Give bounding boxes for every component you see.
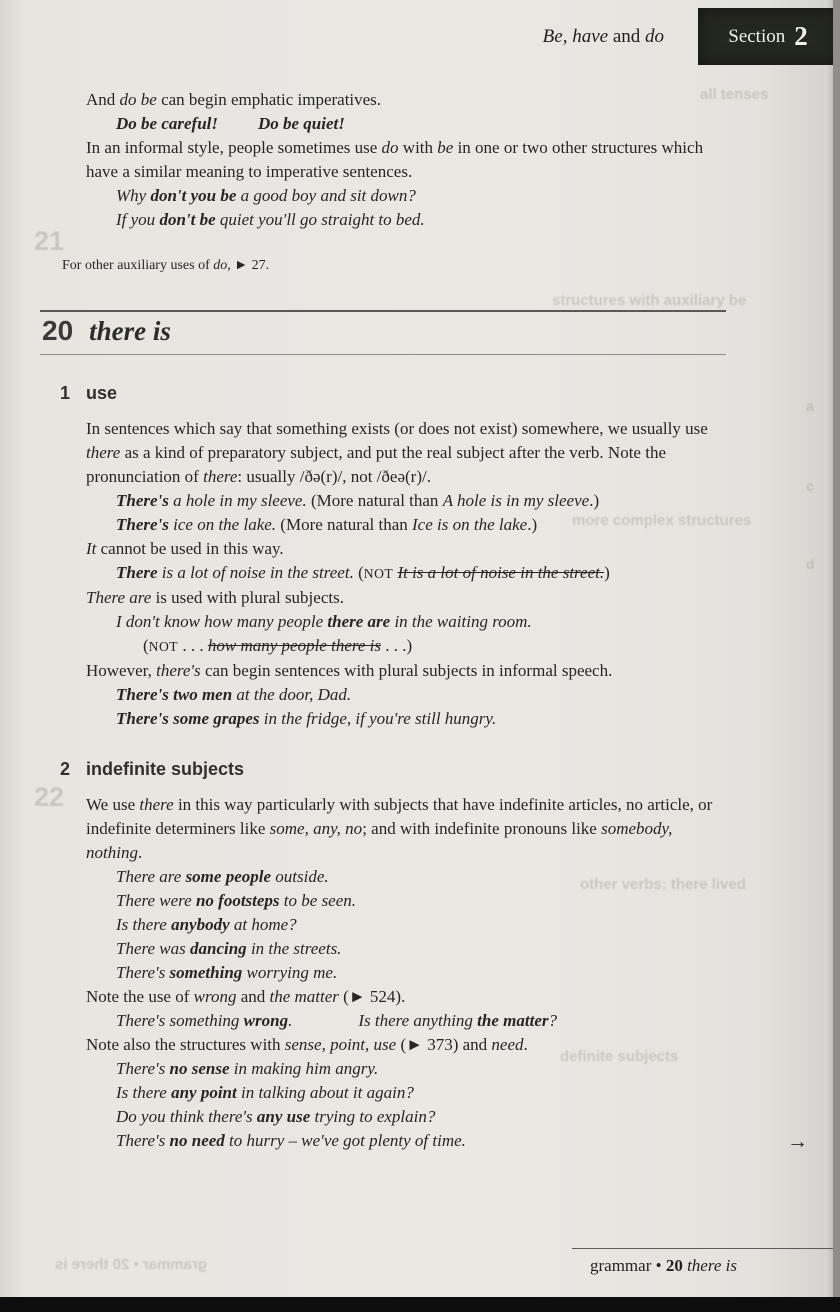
- unit-title-row: [40, 317, 726, 350]
- text-segment: there: [139, 795, 174, 814]
- running-header-italic-2: do: [645, 26, 664, 47]
- text-segment: no need: [169, 1131, 225, 1150]
- text-segment: at home?: [229, 915, 297, 934]
- footer-unit-number: 20: [665, 1256, 683, 1275]
- text-segment: outside.: [271, 867, 329, 886]
- example-line: [86, 1105, 726, 1129]
- text-segment: can begin emphatic imperatives.: [156, 90, 382, 109]
- text-segment: the matter: [269, 987, 339, 1006]
- text-segment: There's some grapes: [116, 709, 260, 728]
- example-line: [86, 489, 726, 513]
- text-segment: There's: [116, 1131, 170, 1150]
- text-segment: and: [236, 987, 270, 1006]
- text-segment: anybody: [171, 915, 230, 934]
- text-segment: There's something: [116, 1011, 244, 1030]
- subheading-label: indefinite subjects: [86, 759, 245, 779]
- text-segment: some people: [185, 867, 272, 886]
- example-pair-line: [86, 1009, 726, 1033]
- text-segment: is used with plural subjects.: [151, 588, 344, 607]
- text-segment: .: [523, 1035, 528, 1054]
- text-segment: a good boy and sit down?: [236, 186, 416, 205]
- text-segment: there are: [327, 612, 391, 631]
- text-segment: .: [137, 843, 143, 862]
- section-badge-number: 2: [794, 21, 808, 51]
- bleedthrough-text: grammar • 20 there is: [55, 1256, 207, 1273]
- text-segment: do be: [119, 90, 157, 109]
- example-line: [86, 937, 726, 961]
- example-line: [86, 865, 726, 889]
- text-segment: In sentences which say that something exists (or does not exist) somewhere, we usually use: [86, 419, 708, 438]
- paragraph: [86, 659, 726, 683]
- text-segment: in this way particularly with subjects that have indefinite articles, no article, or indefinite determiners like: [86, 795, 713, 838]
- text-segment: dancing: [190, 939, 247, 958]
- unit-title: there is: [89, 316, 171, 346]
- running-header-roman: and: [612, 26, 645, 47]
- text-segment: ?: [548, 1011, 557, 1030]
- text-segment: ): [604, 563, 610, 582]
- text-segment: There were: [116, 891, 196, 910]
- bleedthrough-text: 21: [34, 226, 65, 256]
- example-line: [86, 1057, 726, 1081]
- text-segment: something: [169, 963, 243, 982]
- example-line: [86, 707, 726, 731]
- text-segment: do: [213, 258, 228, 273]
- text-segment: worrying me.: [242, 963, 338, 982]
- text-segment: NOT: [148, 639, 179, 654]
- text-segment: Do be quiet!: [257, 114, 345, 133]
- text-segment: in one or two other structures which have a similar meaning to imperative sentences.: [86, 138, 704, 181]
- text-segment: can begin sentences with plural subjects in informal speech.: [200, 661, 613, 680]
- example-line: [86, 889, 726, 913]
- text-segment: any use: [256, 1107, 311, 1126]
- example-line: [86, 634, 726, 659]
- text-segment: cannot be used in this way.: [96, 539, 284, 558]
- text-segment: no sense: [169, 1059, 230, 1078]
- text-segment: (► 373) and: [396, 1035, 492, 1054]
- text-segment: Do you think there's: [116, 1107, 257, 1126]
- text-segment: It: [86, 539, 97, 558]
- text-segment: there: [86, 443, 121, 462]
- text-segment: trying to explain?: [310, 1107, 436, 1126]
- example-pair-line: [86, 112, 726, 136]
- text-segment: , ► 27.: [227, 258, 270, 273]
- text-segment: no footsteps: [195, 891, 280, 910]
- text-segment: Ice is on the lake: [412, 515, 528, 534]
- text-segment: a hole in my sleeve.: [168, 491, 307, 510]
- text-segment: .): [527, 515, 538, 534]
- text-segment: (: [143, 636, 149, 655]
- text-segment: . . .: [178, 636, 208, 655]
- text-segment: be: [437, 138, 454, 157]
- text-segment: There's: [116, 963, 170, 982]
- text-segment: Is there anything: [358, 1011, 478, 1030]
- text-segment: There's two men: [116, 685, 233, 704]
- text-segment: I don't know how many people: [116, 612, 328, 631]
- scan-edge-right: [833, 0, 840, 1312]
- text-segment: There was: [116, 939, 190, 958]
- text-segment: We use: [86, 795, 140, 814]
- running-header-italic: Be, have: [542, 26, 613, 47]
- example-line: [86, 184, 726, 208]
- page-footer: [572, 1248, 840, 1276]
- text-segment: do: [381, 138, 399, 157]
- bleedthrough-text: structures with auxiliary be: [552, 292, 747, 309]
- text-segment: quiet you'll go straight to bed.: [215, 210, 425, 229]
- text-segment: There are: [86, 588, 152, 607]
- text-segment: (More natural than: [306, 491, 443, 510]
- bleedthrough-text: other verbs: there lived: [580, 876, 746, 893]
- example-phrase: [358, 1009, 557, 1033]
- paragraph: [86, 586, 726, 610]
- text-segment: wrong: [243, 1011, 289, 1030]
- subheading-label: use: [86, 383, 118, 403]
- text-segment: .): [589, 491, 600, 510]
- bleedthrough-text: a: [806, 398, 814, 414]
- text-segment: don't you be: [150, 186, 237, 205]
- text-segment: wrong: [193, 987, 237, 1006]
- text-segment: don't be: [159, 210, 216, 229]
- text-segment: the matter: [477, 1011, 549, 1030]
- unit-heading: [40, 310, 726, 355]
- text-segment: There's: [116, 1059, 170, 1078]
- example-line: [86, 1081, 726, 1105]
- paragraph: [86, 88, 726, 112]
- section-subheading: [60, 381, 726, 405]
- text-segment: any point: [171, 1083, 237, 1102]
- text-segment: at the door, Dad.: [232, 685, 352, 704]
- text-segment: NOT: [363, 566, 394, 581]
- text-segment: And: [86, 90, 120, 109]
- text-segment: sense, point, use: [284, 1035, 397, 1054]
- text-segment: in the streets.: [246, 939, 342, 958]
- text-segment: Why: [116, 186, 151, 205]
- example-line: [86, 913, 726, 937]
- text-segment: how many people there is: [207, 636, 381, 655]
- text-segment: as a kind of preparatory subject, and put the real subject after the verb. Note the pronunciation of: [86, 443, 666, 486]
- paragraph: [86, 1033, 726, 1057]
- text-segment: to be seen.: [279, 891, 357, 910]
- text-segment: is a lot of noise in the street.: [157, 563, 354, 582]
- text-segment: in the waiting room.: [390, 612, 532, 631]
- bleedthrough-text: d: [806, 556, 815, 572]
- paragraph: [86, 537, 726, 561]
- text-segment: with: [398, 138, 438, 157]
- text-segment: .: [288, 1011, 293, 1030]
- text-segment: However,: [86, 661, 157, 680]
- bleedthrough-text: 22: [34, 782, 65, 812]
- example-phrase: [116, 112, 218, 136]
- scan-edge-bottom: [0, 1297, 840, 1312]
- running-header: [543, 26, 664, 48]
- paragraph: [86, 417, 726, 489]
- paragraph: [86, 793, 726, 865]
- text-segment: There are: [116, 867, 186, 886]
- text-segment: A hole is in my sleeve: [442, 491, 590, 510]
- text-segment: There: [116, 563, 158, 582]
- text-segment: there: [203, 467, 238, 486]
- text-segment: in talking about it again?: [236, 1083, 414, 1102]
- text-segment: Is there: [116, 915, 172, 934]
- bleedthrough-text: all tenses: [700, 86, 769, 103]
- heading-rule-bottom: [40, 354, 726, 355]
- example-phrase: [116, 1009, 292, 1033]
- text-segment: . . .): [381, 636, 413, 655]
- text-segment: Note the use of: [86, 987, 194, 1006]
- text-segment: In an informal style, people sometimes use: [86, 138, 382, 157]
- footer-unit-title: there is: [687, 1256, 737, 1275]
- section-badge-word: Section: [728, 25, 786, 47]
- unit-number: 20: [42, 315, 74, 346]
- heading-rule-top: [40, 310, 726, 312]
- text-segment: there's: [156, 661, 201, 680]
- subheading-number: 2: [60, 759, 71, 779]
- text-segment: (: [353, 563, 364, 582]
- paragraph: [86, 985, 726, 1009]
- text-segment: Do be careful!: [116, 114, 218, 133]
- text-segment: It is a lot of noise in the street.: [397, 563, 605, 582]
- example-line: [86, 1129, 808, 1153]
- continuation-arrow-icon: →: [787, 1129, 808, 1153]
- text-segment: : usually /ðə(r)/, not /ðeə(r)/.: [237, 467, 431, 486]
- text-segment: some, any, no: [269, 819, 363, 838]
- text-segment: in the fridge, if you're still hungry.: [259, 709, 497, 728]
- bleedthrough-text: c: [806, 478, 814, 494]
- paragraph: [86, 136, 726, 184]
- text-segment: For other auxiliary uses of: [62, 258, 214, 273]
- text-segment: ice on the lake.: [168, 515, 277, 534]
- text-segment: Is there: [116, 1083, 172, 1102]
- footer-bullet: •: [655, 1256, 662, 1275]
- text-segment: (More natural than: [276, 515, 412, 534]
- bleedthrough-text: definite subjects: [560, 1048, 679, 1065]
- example-line: [86, 208, 726, 232]
- text-segment: ; and with indefinite pronouns like: [362, 819, 602, 838]
- example-line: [86, 561, 726, 586]
- text-segment: somebody, nothing: [86, 819, 673, 862]
- section-badge: [698, 8, 838, 65]
- section-subheading: [60, 757, 726, 781]
- cross-reference-note: [62, 254, 726, 278]
- text-segment: (► 524).: [338, 987, 406, 1006]
- text-segment: Note also the structures with: [86, 1035, 285, 1054]
- subheading-number: 1: [60, 383, 71, 403]
- text-segment: There's: [116, 491, 169, 510]
- example-line: [86, 961, 726, 985]
- text-segment: If you: [116, 210, 160, 229]
- bleedthrough-text: more complex structures: [572, 512, 752, 529]
- example-phrase: [258, 112, 345, 136]
- example-line: [86, 610, 726, 634]
- text-segment: need: [491, 1035, 524, 1054]
- example-line: [86, 513, 726, 537]
- text-segment: to hurry – we've got plenty of time.: [224, 1131, 466, 1150]
- footer-grammar-label: grammar: [590, 1256, 652, 1275]
- text-segment: in making him angry.: [229, 1059, 379, 1078]
- example-line: [86, 683, 726, 707]
- text-segment: There's: [116, 515, 169, 534]
